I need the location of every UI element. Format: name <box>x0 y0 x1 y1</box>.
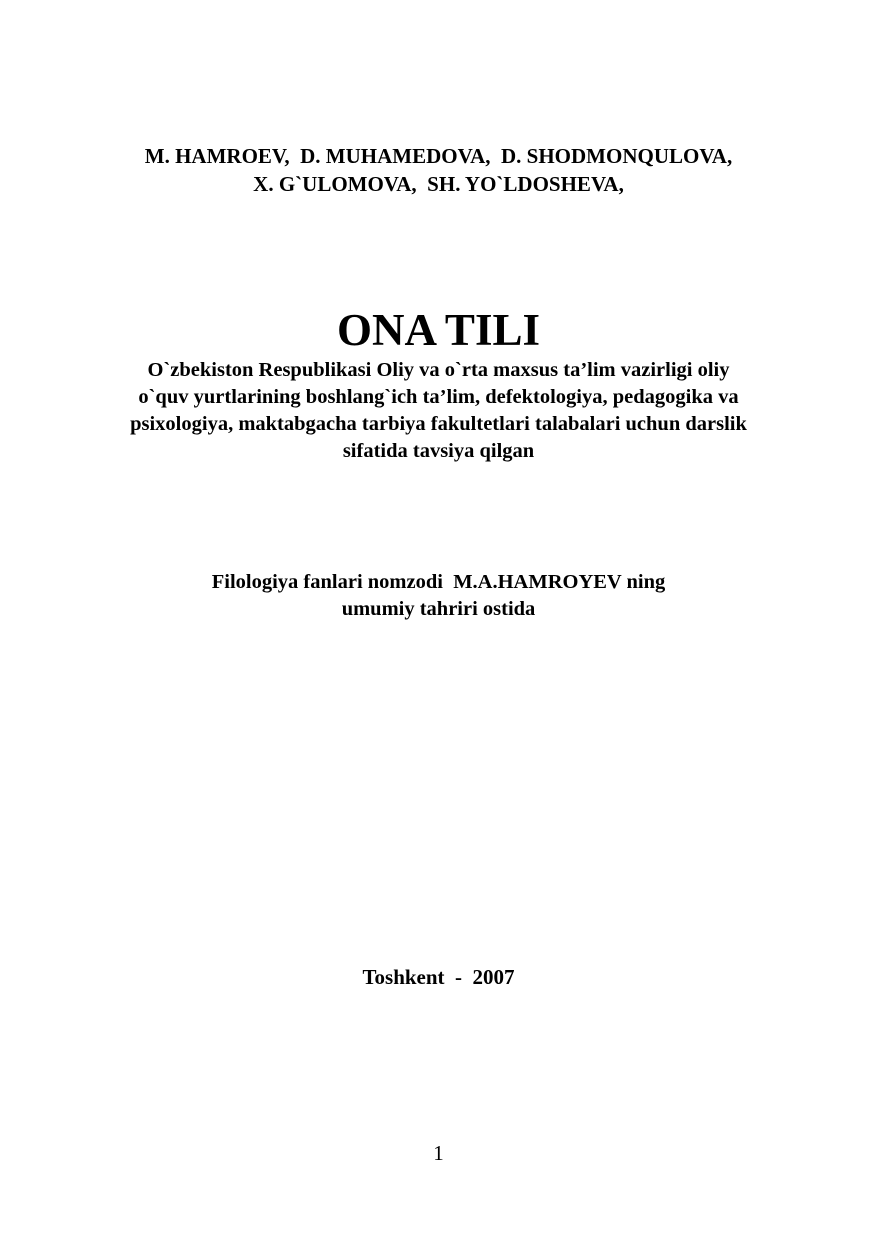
place-year: Toshkent - 2007 <box>362 965 515 989</box>
editor-line-1: Filologiya fanlari nomzodi M.A.HAMROYEV ning <box>211 571 666 593</box>
authors-line-1: M. HAMROEV, D. MUHAMEDOVA, D. SHODMONQULOVA, <box>144 144 733 168</box>
subtitle-line-2: o`quv yurtlarining boshlang`ich ta’lim, defektologiya, pedagogika va <box>138 386 739 408</box>
editor-line-2: umumiy tahriri ostida <box>341 598 536 620</box>
book-title: ONA TILI <box>336 305 540 355</box>
authors-line-2: X. G`ULOMOVA, SH. YO`LDOSHEVA, <box>253 172 624 196</box>
subtitle-line-1: O`zbekiston Respublikasi Oliy va o`rta maxsus ta’lim vazirligi oliy <box>147 359 730 381</box>
subtitle-line-3: psixologiya, maktabgacha tarbiya fakultetlari talabalari uchun darslik <box>130 413 747 435</box>
subtitle-line-4: sifatida tavsiya qilgan <box>342 440 535 462</box>
page-number: 1 <box>433 1141 444 1165</box>
